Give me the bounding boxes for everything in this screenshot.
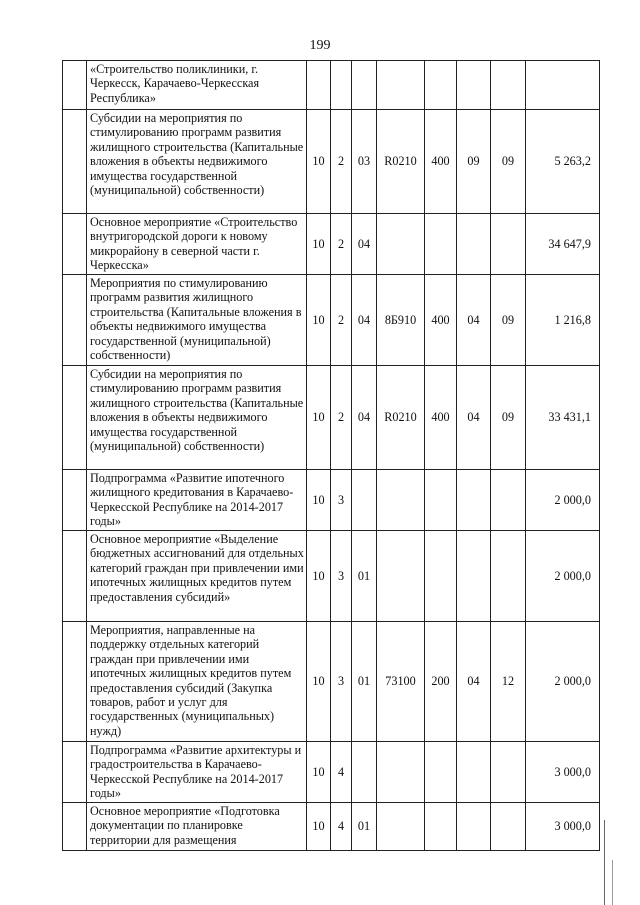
expense-type-cell	[425, 214, 457, 275]
amount-cell	[526, 61, 600, 110]
subsection-cell: 09	[491, 275, 526, 366]
row-index-cell	[63, 275, 87, 366]
table-row	[63, 531, 600, 622]
row-index-cell	[63, 470, 87, 531]
chapter-cell	[457, 470, 491, 531]
chapter-cell	[457, 803, 491, 851]
subprogram-code-cell: 2	[331, 214, 352, 275]
section-code-cell: 10	[307, 470, 331, 531]
event-code-cell: 04	[352, 214, 377, 275]
amount-cell: 34 647,9	[526, 214, 600, 275]
event-code-cell: 01	[352, 531, 377, 622]
expense-type-cell: 200	[425, 622, 457, 742]
chapter-cell	[457, 742, 491, 803]
subsection-cell: 09	[491, 110, 526, 214]
amount-cell: 2 000,0	[526, 622, 600, 742]
expense-type-cell: 400	[425, 275, 457, 366]
subsection-cell	[491, 214, 526, 275]
event-code-cell: 04	[352, 366, 377, 470]
subsection-cell	[491, 61, 526, 110]
target-article-cell	[377, 214, 425, 275]
subprogram-code-cell: 2	[331, 110, 352, 214]
amount-cell: 33 431,1	[526, 366, 600, 470]
target-article-cell	[377, 531, 425, 622]
table-row	[63, 61, 600, 110]
subsection-cell	[491, 742, 526, 803]
expense-type-cell: 400	[425, 366, 457, 470]
description-cell: Подпрограмма «Развитие архитектуры и градостроительства в Карачаево-Черкесской Республике на 2014-2017 годы»	[87, 742, 307, 803]
row-index-cell	[63, 742, 87, 803]
description-cell: Мероприятия, направленные на поддержку отдельных категорий граждан при привлечении ими ипотечных жилищных кредитов путем предоставления субсидий (Закупка товаров, работ и услуг для государственных (муниципальных) нужд)	[87, 622, 307, 742]
description-cell: Основное мероприятие «Выделение бюджетных ассигнований для отдельных категорий граждан при привлечении ими ипотечных жилищных кредитов путем предоставления субсидий»	[87, 531, 307, 622]
section-code-cell: 10	[307, 214, 331, 275]
subsection-cell: 09	[491, 366, 526, 470]
target-article-cell: R0210	[377, 110, 425, 214]
subprogram-code-cell: 2	[331, 275, 352, 366]
expense-type-cell	[425, 742, 457, 803]
chapter-cell: 04	[457, 275, 491, 366]
subprogram-code-cell: 4	[331, 803, 352, 851]
target-article-cell	[377, 61, 425, 110]
event-code-cell	[352, 742, 377, 803]
description-cell: Субсидии на мероприятия по стимулированию программ развития жилищного строительства (Капитальные вложения в объекты недвижимого имущества государственной (муниципальной) собственности)	[87, 366, 307, 470]
section-code-cell	[307, 61, 331, 110]
target-article-cell	[377, 742, 425, 803]
row-index-cell	[63, 531, 87, 622]
table-row	[63, 622, 600, 742]
row-index-cell	[63, 110, 87, 214]
subsection-cell	[491, 470, 526, 531]
section-code-cell: 10	[307, 531, 331, 622]
amount-cell: 3 000,0	[526, 742, 600, 803]
chapter-cell	[457, 531, 491, 622]
chapter-cell	[457, 214, 491, 275]
subsection-cell	[491, 803, 526, 851]
row-index-cell	[63, 61, 87, 110]
expense-type-cell	[425, 531, 457, 622]
target-article-cell: 8Б910	[377, 275, 425, 366]
chapter-cell: 04	[457, 622, 491, 742]
event-code-cell: 01	[352, 622, 377, 742]
row-index-cell	[63, 622, 87, 742]
chapter-cell	[457, 61, 491, 110]
table-row	[63, 803, 600, 851]
target-article-cell	[377, 803, 425, 851]
subprogram-code-cell: 3	[331, 531, 352, 622]
amount-cell: 3 000,0	[526, 803, 600, 851]
subprogram-code-cell: 4	[331, 742, 352, 803]
target-article-cell: R0210	[377, 366, 425, 470]
target-article-cell	[377, 470, 425, 531]
event-code-cell: 03	[352, 110, 377, 214]
amount-cell: 1 216,8	[526, 275, 600, 366]
event-code-cell	[352, 61, 377, 110]
table-row	[63, 275, 600, 366]
subsection-cell: 12	[491, 622, 526, 742]
event-code-cell: 01	[352, 803, 377, 851]
event-code-cell: 04	[352, 275, 377, 366]
page-edge-line	[604, 820, 605, 905]
event-code-cell	[352, 470, 377, 531]
section-code-cell: 10	[307, 110, 331, 214]
page-number: 199	[309, 38, 331, 53]
chapter-cell: 09	[457, 110, 491, 214]
description-cell: Субсидии на мероприятия по стимулированию программ развития жилищного строительства (Капитальные вложения в объекты недвижимого имущества государственной (муниципальной) собственности)	[87, 110, 307, 214]
subprogram-code-cell: 2	[331, 366, 352, 470]
row-index-cell	[63, 366, 87, 470]
expense-type-cell: 400	[425, 110, 457, 214]
description-cell: Основное мероприятие «Подготовка документации по планировке территории для размещения	[87, 803, 307, 851]
section-code-cell: 10	[307, 622, 331, 742]
subsection-cell	[491, 531, 526, 622]
section-code-cell: 10	[307, 366, 331, 470]
subprogram-code-cell	[331, 61, 352, 110]
table-row	[63, 110, 600, 214]
expense-type-cell	[425, 61, 457, 110]
section-code-cell: 10	[307, 742, 331, 803]
amount-cell: 2 000,0	[526, 531, 600, 622]
section-code-cell: 10	[307, 803, 331, 851]
page-edge-line	[612, 860, 613, 905]
subprogram-code-cell: 3	[331, 622, 352, 742]
amount-cell: 2 000,0	[526, 470, 600, 531]
table-row	[63, 214, 600, 275]
amount-cell: 5 263,2	[526, 110, 600, 214]
subprogram-code-cell: 3	[331, 470, 352, 531]
expense-type-cell	[425, 803, 457, 851]
table-row	[63, 366, 600, 470]
chapter-cell: 04	[457, 366, 491, 470]
description-cell: Подпрограмма «Развитие ипотечного жилищного кредитования в Карачаево-Черкесской Республике на 2014-2017 годы»	[87, 470, 307, 531]
table-row	[63, 470, 600, 531]
table-row	[63, 742, 600, 803]
section-code-cell: 10	[307, 275, 331, 366]
description-cell: Основное мероприятие «Строительство внутригородской дороги к новому микрорайону в северной части г. Черкесска»	[87, 214, 307, 275]
expense-type-cell	[425, 470, 457, 531]
row-index-cell	[63, 803, 87, 851]
budget-table	[62, 60, 600, 851]
description-cell: Мероприятия по стимулированию программ развития жилищного строительства (Капитальные вложения в объекты недвижимого имущества государственной (муниципальной) собственности)	[87, 275, 307, 366]
description-cell: «Строительство поликлиники, г. Черкесск, Карачаево-Черкесская Республика»	[87, 61, 307, 110]
target-article-cell: 73100	[377, 622, 425, 742]
table-body	[63, 61, 600, 851]
row-index-cell	[63, 214, 87, 275]
